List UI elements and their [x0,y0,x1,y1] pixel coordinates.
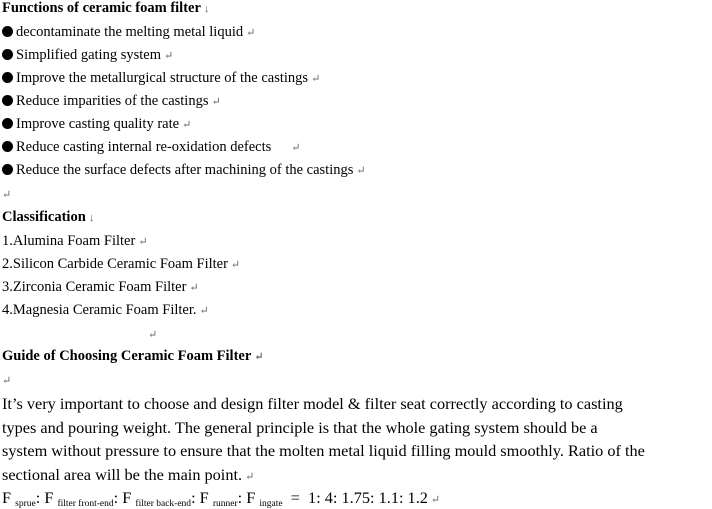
paragraph-mark-icon: ↓ [88,212,95,224]
paragraph-mark-icon: ↵ [2,375,12,387]
paragraph-mark-icon: ↵ [211,96,221,108]
empty-paragraph [148,326,157,343]
paragraph-mark-icon: ↵ [199,305,209,317]
formula-term: F [2,488,12,507]
paragraph-mark-icon: ↵ [182,119,192,131]
classification-item-text: 4.Magnesia Ceramic Foam Filter. [2,302,197,318]
guide-paragraph-text: It’s very important to choose and design filter model & filter seat correctly according to casting [2,394,623,413]
guide-paragraph-line [2,465,254,485]
guide-heading [2,348,264,365]
function-item-text: Reduce casting internal re-oxidation defects [16,139,272,155]
paragraph-mark-icon: ↵ [148,329,158,341]
bullet-icon [2,26,13,37]
classification-item-text: 1.Alumina Foam Filter [2,233,136,249]
paragraph-mark-icon: ↵ [356,165,366,177]
function-item-text: decontaminate the melting metal liquid [16,24,244,40]
paragraph-mark-icon: ↵ [311,73,321,85]
formula-term: F [246,488,256,507]
bullet-icon [2,95,13,106]
formula-separator: : [35,488,41,507]
formula-term: F [199,488,209,507]
classification-item [2,233,148,250]
classification-item [2,279,199,296]
guide-heading-text: Guide of Choosing Ceramic Foam Filter [2,348,252,364]
formula-separator: : [191,488,196,507]
guide-paragraph-text: types and pouring weight. The general principle is that the whole gating system should be a [2,418,598,437]
formula-separator: : [113,488,119,507]
formula-subscript: filter front-end [57,499,114,509]
function-item-text: Reduce the surface defects after machining of the castings [16,162,354,178]
bullet-icon [2,49,13,60]
classification-item [2,256,240,273]
paragraph-mark-icon: ↵ [291,142,301,154]
classification-item [2,302,209,319]
classification-item-text: 3.Zirconia Ceramic Foam Filter [2,279,187,295]
paragraph-mark-icon: ↵ [2,189,12,201]
paragraph-mark-icon: ↵ [254,351,264,363]
guide-paragraph-text: sectional area will be the main point. [2,465,243,484]
function-item [2,24,255,41]
classification-heading [2,209,94,226]
function-item-text: Simplified gating system [16,47,161,63]
function-item-text: Improve casting quality rate [16,116,180,132]
function-item [2,116,191,133]
guide-paragraph-text: system without pressure to ensure that the molten metal liquid filling mould smoothly. Ratio of the [2,441,645,460]
paragraph-mark-icon: ↵ [164,50,174,62]
function-item [2,93,221,110]
paragraph-mark-icon: ↵ [245,471,255,483]
bullet-icon [2,118,13,129]
formula-separator: : [237,488,243,507]
formula-ratio: 1: 4: 1.75: 1.1: 1.2 [308,488,428,507]
classification-item-text: 2.Silicon Carbide Ceramic Foam Filter [2,256,228,272]
function-item-text: Improve the metallurgical structure of the castings [16,70,309,86]
functions-heading [2,0,209,17]
paragraph-mark-icon: ↓ [203,3,210,15]
formula-term: F [44,488,54,507]
function-item [2,70,320,87]
ratio-formula [2,488,440,509]
paragraph-mark-icon: ↵ [189,282,199,294]
formula-equals: = [290,488,300,507]
guide-paragraph-line [2,418,598,438]
guide-paragraph-line [2,394,623,414]
function-item [2,162,366,179]
formula-term: F [122,488,132,507]
functions-heading-text: Functions of ceramic foam filter [2,0,201,16]
paragraph-mark-icon: ↵ [430,494,441,506]
bullet-icon [2,72,13,83]
formula-subscript: filter back-end [135,499,192,509]
formula-subscript: sprue [15,499,36,509]
paragraph-mark-icon: ↵ [246,27,256,39]
bullet-icon [2,164,13,175]
paragraph-mark-icon: ↵ [230,259,241,271]
function-item [2,139,300,156]
paragraph-mark-icon: ↵ [138,236,148,248]
formula-subscript: ingate [259,499,283,509]
classification-heading-text: Classification [2,209,86,225]
function-item [2,47,173,64]
empty-paragraph [2,372,11,389]
guide-paragraph-line [2,441,645,461]
function-item-text: Reduce imparities of the castings [16,93,209,109]
formula-subscript: runner [212,499,238,509]
bullet-icon [2,141,13,152]
empty-paragraph [2,186,11,203]
